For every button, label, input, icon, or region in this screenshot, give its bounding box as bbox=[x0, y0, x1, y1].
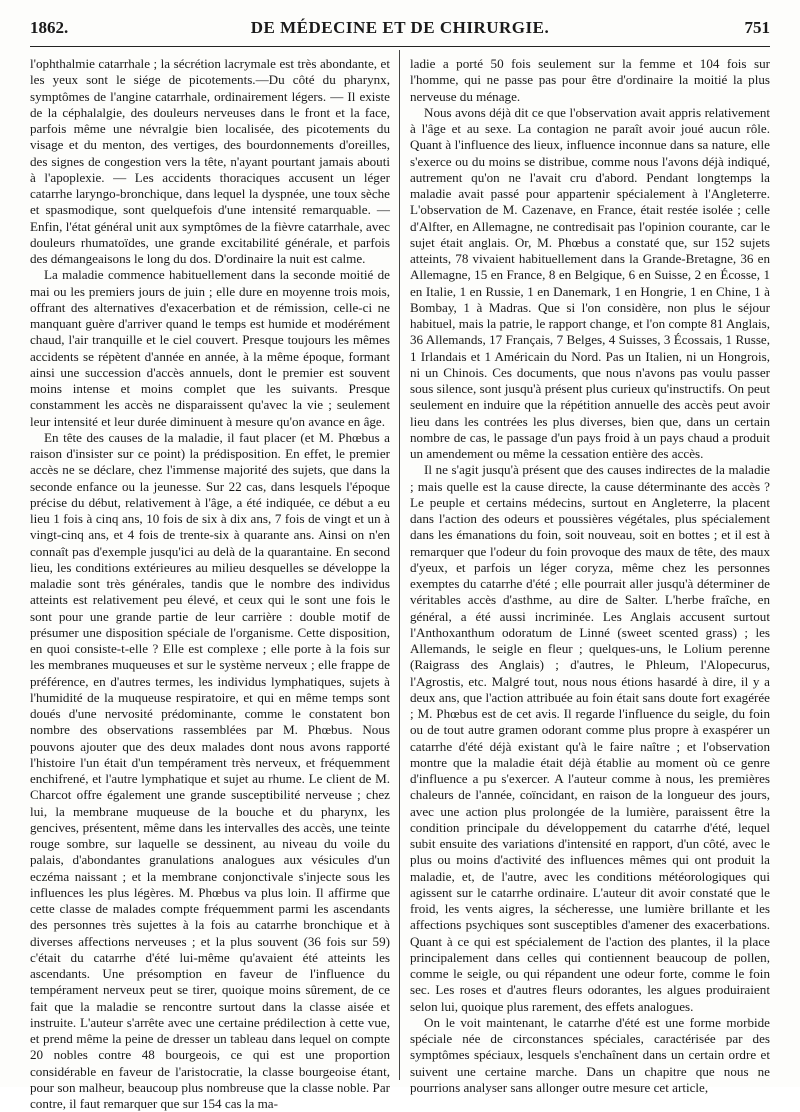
header-rule bbox=[30, 46, 770, 47]
right-column bbox=[410, 56, 770, 1095]
paragraph: Nous avons déjà dit ce que l'observation avait appris relativement à l'âge et au sexe. La contagion ne paraît avoir joué aucun rôle. Quant à l'influence des lieux, influence inconnue dans sa nature, elle s'exerce ou du moins se distribue, comme nous l'avons déjà indiqué, autrement qu'on ne l'avait cru d'abord. Pendant longtemps la maladie avait passé pour appartenir spécialement à l'Angleterre. L'observation de M. Cazenave, en France, était restée isolée ; celle d'Alfter, en Allemagne, ne contredisait pas l'opinion courante, car le sujet était anglais. Or, M. Phœbus a constaté que, sur 152 sujets atteints, 78 vivaient habituellement dans la Grande-Bretagne, 36 en Allemagne, 15 en France, 8 en Belgique, 6 en Suisse, 2 en Écosse, 1 en Italie, 1 en Russie, 1 en Danemark, 1 en Hongrie, 1 en Chine, 1 à Bombay, 1 à Madras. Que si l'on considère, non plus le séjour habituel, mais la patrie, le rapport change, et l'on compte 81 Anglais, 36 Allemands, 17 Français, 7 Belges, 4 Suisses, 3 Écossais, 1 Russe, 1 Irlandais et 1 Américain du Nord. Pas un Italien, ni un Hongrois, ni un Chinois. Ces documents, que nous n'avons pas voulu passer sous silence, sont jusqu'à présent plus curieux qu'instructifs. On peut seulement en induire que la répétition annuelle des accès peut avoir lieu dans les contrées les plus diverses, bien que, dans un certain nombre de cas, le passage d'un pays froid à un pays chaud a produit un amendement ou même la cessation entière des accès. bbox=[410, 104, 770, 461]
paragraph: On le voit maintenant, le catarrhe d'été est une forme morbide spéciale née de circonstances spéciales, caractérisée par des symptômes spéciaux, lesquels s'enchaînent dans un certain ordre et suivent une certaine marche. Dans un chapitre que nous ne pourrions analyser sans allonger outre mesure cet article, bbox=[410, 1014, 770, 1095]
paragraph: En tête des causes de la maladie, il faut placer (et M. Phœbus a raison d'insister sur ce point) la prédisposition. En effet, le premier accès ne se déclare, chez l'immense majorité des sujets, que dans la seconde enfance ou la jeunesse. Sur 22 cas, dans lesquels l'époque précise du début, relativement à l'âge, a été indiquée, ce début a eu lieu 1 fois à cinq ans, 10 fois de six à dix ans, 7 fois de vingt et un à vingt-cinq ans, et 4 fois de trente-six à quarante ans. Ainsi on n'en connaît pas d'exemple jusqu'ici au delà de la quarantaine. En second lieu, les conditions extérieures au milieu desquelles se développe la maladie sont très générales, tandis que le nombre des individus atteints est relativement peu élevé, et ceux qui le sont une fois le sont pour une grande partie de leur carrière : double motif de présumer une disposition spéciale de l'organisme. Cette disposition, en quoi consiste-t-elle ? Elle est complexe ; elle porte à la fois sur les membranes muqueuses et sur le système nerveux ; elle frappe de préférence, en d'autres termes, les individus lymphatiques, sujets à l'humidité de la muqueuse respiratoire, et qui en même temps sont doués d'une nervosité prédominante, comme le constatent bon nombre des observations rassemblées par M. Phœbus. Nous pouvons ajouter que des deux malades dont nous avons rapporté l'histoire l'un était d'un tempérament très nerveux, et fréquemment enchifrené, et l'autre lymphatique et sujet au rhume. Le client de M. Charcot offre également une grande susceptibilité nerveuse ; chez lui, la membrane muqueuse de la bouche et du pharynx, les gencives, présentent, même dans les intervalles des accès, une teinte rouge sombre, sur laquelle se dessinent, au niveau du voile du palais, d'abondantes granulations analogues aux vésicules d'un eczéma naissant ; et la membrane conjonctivale s'injecte sous les influences les plus légères. M. Phœbus va plus loin. Il affirme que cette classe de malades compte fréquemment parmi les ascendants des personnes très sujettes à la fois au catarrhe bronchique et à diverses affections nerveuses ; et la plus souvent (36 fois sur 59) c'était du catarrhe d'été lui-même qu'avaient été atteints les ascendants. Une présomption en faveur de l'influence du tempérament nerveux peut se tirer, quoique moins sûrement, de ce fait que la maladie se rencontre surtout dans la classe aisée et instruite. L'auteur s'arrête avec une certaine prédilection à cette vue, et prend même la peine de dresser un tableau dans lequel on compte 20 nobles contre 48 bourgeois, ce qui est une proportion considérable en faveur de l'aristocratie, la classe bourgeoise étant, pour son malheur, beaucoup plus nombreuse que la classe noble. Par contre, il faut remarquer que sur 154 cas la ma- bbox=[30, 429, 390, 1111]
page-number: 751 bbox=[744, 18, 770, 37]
paragraph: Il ne s'agit jusqu'à présent que des causes indirectes de la maladie ; mais quelle est la cause directe, la cause déterminante des accès ? Le peuple et certains médecins, surtout en Angleterre, la placent dans l'action des odeurs et poussières végétales, plus spécialement dans les émanations du foin, soit nouveau, soit en bottes ; et il est à remarquer que l'odeur du foin provoque des maux de tête, des maux d'yeux, et parfois un léger coryza, même chez les personnes exemptes du catarrhe d'été ; elle pourrait aller jusqu'à déterminer de véritables accès d'asthme, au dire de Salter. L'herbe fraîche, en général, a été aussi incriminée. Les Anglais accusent surtout l'Anthoxanthum odoratum de Linné (sweet scented grass) ; les Allemands, le seigle en fleur ; quelques-uns, le Lolium perenne (Raigrass des Anglais) ; d'autres, le Phleum, l'Alopecurus, l'Agrostis, etc. Malgré tout, nous nous étions hasardé à dire, il y a deux ans, que l'action attribuée au foin était sans doute fort exagérée ; M. Phœbus est de cet avis. Il regarde l'influence du seigle, du foin ou de tout autre gramen odorant comme plus propre à exaspérer un catarrhe d'été déjà existant qu'à le faire naître ; et l'observation montre que la maladie était déjà établie au moment où ce genre d'influence a pu s'exercer. A l'auteur comme à nous, les premières chaleurs de l'année, coïncidant, en raison de la longueur des jours, avec une action plus prolongée de la lumière, paraissent être la condition principale du développement du catarrhe d'été, lequel subit ensuite des variations d'intensité en rapport, d'un côté, avec le plus ou moins d'activité des influences mêmes qui ont produit la maladie, et, de l'autre, avec les conditions météorologiques qui agissent sur le catarrhe ordinaire. L'auteur dit avoir constaté que le froid, les vents aigres, la sécheresse, une lumière brillante et les affections psychiques sont susceptibles d'amener des exacerbations. Quant à ce qui est spécialement de l'action des plantes, il la place principalement dans celles qui contiennent beaucoup de pollen, comme le seigle, ou qui répandent une odeur forte, comme le foin sec. Les roses et d'autres fleurs odorantes, les algues produiraient selon lui, quoique plus rarement, des effets analogues. bbox=[410, 462, 770, 1014]
page-header bbox=[30, 18, 770, 42]
paragraph: ladie a porté 50 fois seulement sur la femme et 104 fois sur l'homme, qui ne passe pas pour être d'ordinaire la moitié la plus nerveuse du ménage. bbox=[410, 56, 770, 104]
paragraph: l'ophthalmie catarrhale ; la sécrétion lacrymale est très abondante, et les yeux sont le siége de picotements.—Du côté du pharynx, symptômes de l'angine catarrhale, ordinairement légers. — Il existe de la céphalalgie, des douleurs nerveuses dans le front et la face, parfois même une névralgie bien localisée, des picotements du visage et du menton, des vertiges, des bourdonnements d'oreilles, des signes de congestion vers la tête, n'ayant pourtant jamais abouti à l'apoplexie. — Les accidents thoraciques accusent un léger catarrhe laryngo-bronchique, dans lequel la dyspnée, une toux sèche et spasmodique, sont quelquefois d'une intensité remarquable. — Enfin, l'état général unit aux symptômes de la fièvre catarrhale, avec douleurs rhumatoïdes, une grande excitabilité générale, et parfois des démangeaisons le long du dos. D'ordinaire la nuit est calme. bbox=[30, 56, 390, 266]
left-column bbox=[30, 56, 390, 1111]
journal-title: DE MÉDECINE ET DE CHIRURGIE. bbox=[250, 18, 550, 37]
column-divider bbox=[399, 50, 400, 1080]
header-year: 1862. bbox=[30, 18, 69, 37]
paragraph: La maladie commence habituellement dans la seconde moitié de mai ou les premiers jours de juin ; elle dure en moyenne trois mois, offrant des alternatives d'exacerbation et de rémission, celle-ci ne manquant guère d'arriver quand le temps est humide et modérément chaud, l'air tranquille et le ciel couvert. Presque toujours les mêmes accidents se répètent d'année en année, à la même époque, formant ainsi une succession d'accès annuels, dont le premier est souvent moins intense et moins complet que les suivants. Presque constamment les accès ne disparaissent qu'avec la vie ; seulement leur intensité et leur durée diminuent à mesure qu'on avance en âge. bbox=[30, 267, 390, 429]
